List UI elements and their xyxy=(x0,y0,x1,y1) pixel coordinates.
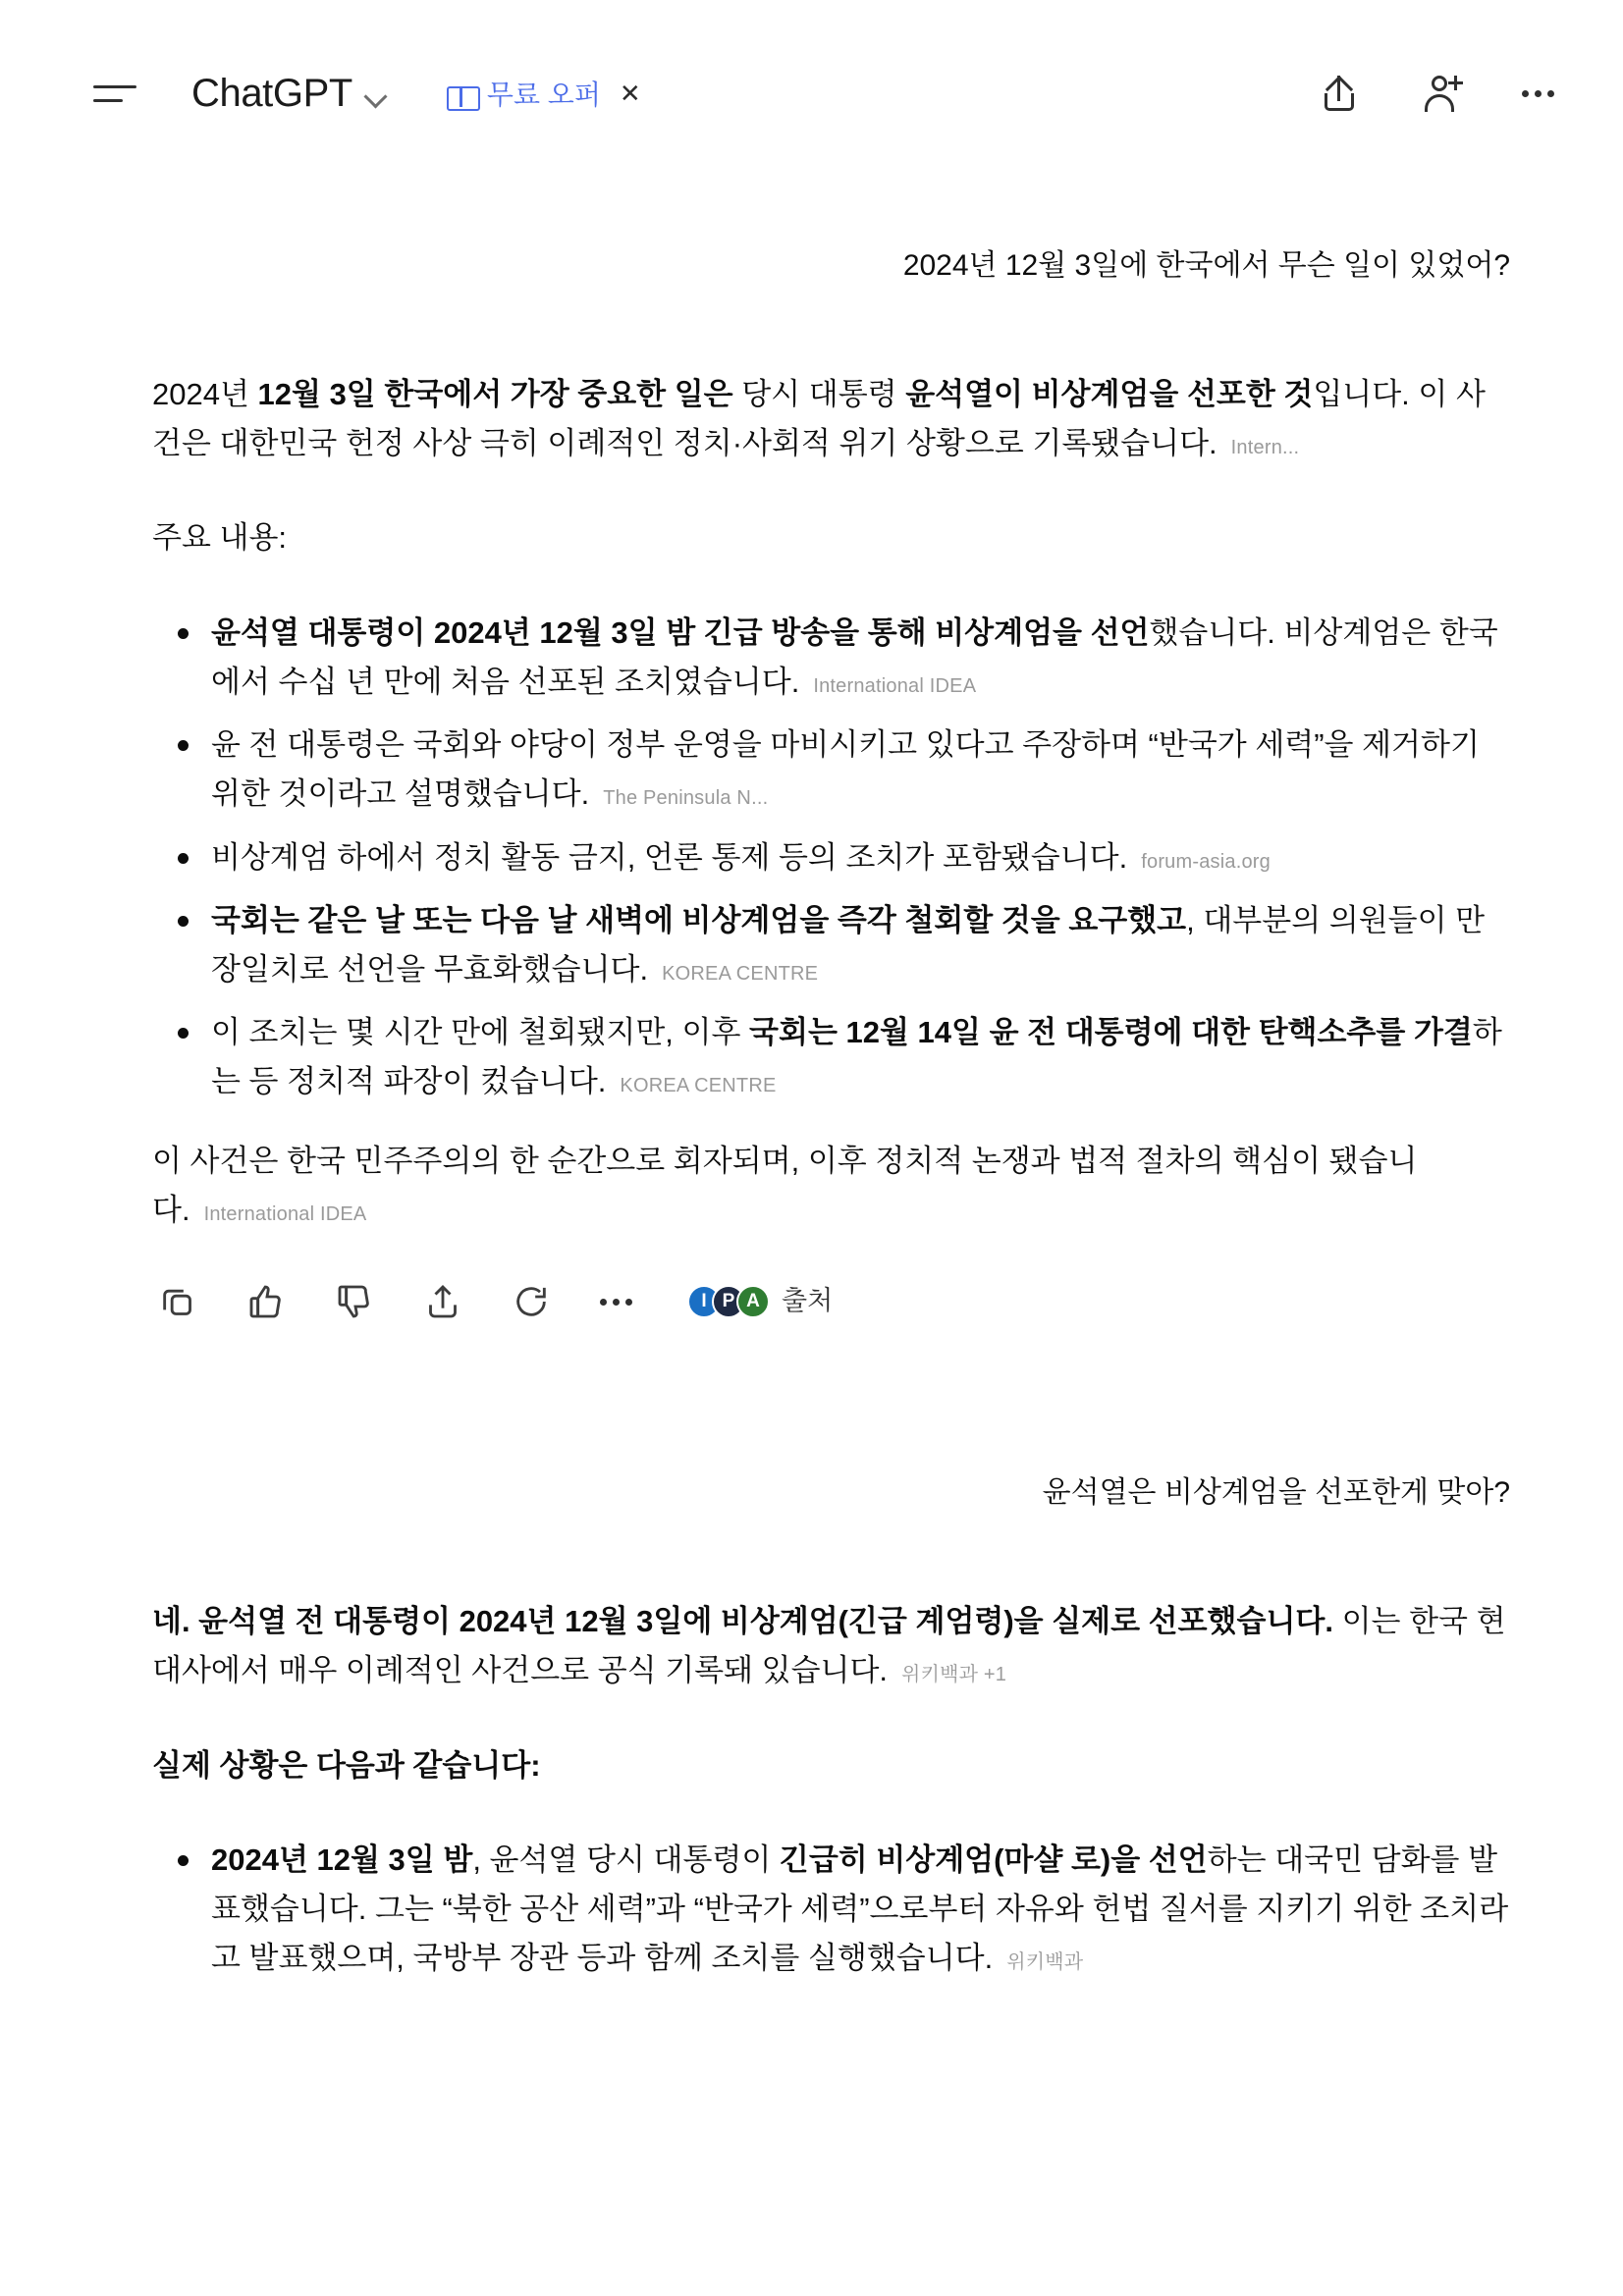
bullet-text: 했습니다. 비상계엄은 한국에서 수십 년 만에 처음 선포된 조치였습니다. xyxy=(211,614,1498,699)
source-chip: I xyxy=(687,1285,721,1318)
person-head xyxy=(1432,76,1447,91)
hamburger-icon[interactable] xyxy=(93,76,138,111)
sources-label: 출처 xyxy=(782,1286,834,1316)
conversation xyxy=(0,243,1623,1983)
citation[interactable]: forum-asia.org xyxy=(1141,850,1271,873)
close-icon[interactable]: ✕ xyxy=(619,78,641,108)
bullet-text: , 윤석열 당시 대통령이 xyxy=(472,1842,780,1877)
bullet-bold-2: 긴급히 비상계엄(마샬 로)을 선언 xyxy=(779,1842,1208,1877)
citation[interactable]: 위키백과 xyxy=(1006,1951,1084,1974)
bullet-text-2: 하는 대국민 담화를 발표했습니다. 그는 “북한 공산 세력”과 “반국가 세력”으로부터 자유와 헌법 질서를 지키기 위한 조치라고 발표했으며, 국방부 장관 등과 함께 조치를 실행했습니다. xyxy=(211,1842,1509,1976)
bullet-bold: 국회는 12월 14일 윤 전 대통령에 대한 탄핵소추를 가결 xyxy=(749,1015,1473,1050)
intro-bold-2: 윤석열이 비상계엄을 선포한 것 xyxy=(905,377,1314,411)
gift-icon xyxy=(447,80,476,107)
intro-text-3: 입니다. 이 사건은 대한민국 헌정 사상 극히 이례적인 정치·사회적 위기 상황으로 기록됐습니다. xyxy=(152,377,1486,461)
top-actions xyxy=(1318,72,1554,115)
section-title xyxy=(152,1741,1512,1790)
more-options-icon[interactable] xyxy=(1522,72,1554,115)
section-title: 주요 내용: xyxy=(152,520,288,556)
brand-selector[interactable] xyxy=(191,72,388,116)
bullet-text: 비상계엄 하에서 정치 활동 금지, 언론 통제 등의 조치가 포함됐습니다. xyxy=(211,839,1128,875)
assistant-intro-paragraph xyxy=(152,1597,1512,1695)
list-item xyxy=(211,833,1512,882)
share-icon[interactable] xyxy=(423,1282,462,1321)
citation[interactable]: KOREA CENTRE xyxy=(662,962,819,985)
assistant-message xyxy=(152,1597,1530,1983)
hamburger-line xyxy=(93,99,123,102)
dot xyxy=(1535,90,1542,97)
dot xyxy=(613,1299,620,1306)
citation[interactable]: Intern... xyxy=(1230,437,1300,459)
source-avatars xyxy=(687,1285,770,1318)
bullet-bold: 2024년 12월 3일 밤 xyxy=(211,1842,473,1877)
list-item xyxy=(211,1836,1512,1984)
bullet-list xyxy=(152,1836,1512,1984)
thumbs-down-icon[interactable] xyxy=(335,1282,374,1321)
list-item xyxy=(211,896,1512,994)
add-person-icon[interactable] xyxy=(1420,72,1463,115)
bullet-list xyxy=(152,609,1512,1107)
bullet-text: 이 조치는 몇 시간 만에 철회됐지만, 이후 xyxy=(211,1015,750,1050)
intro-bold: 네. 윤석열 전 대통령이 2024년 12월 3일에 비상계엄(긴급 계엄령)을 실제로 선포했습니다. xyxy=(152,1604,1333,1639)
free-offer-badge[interactable] xyxy=(447,74,641,113)
source-chip: A xyxy=(736,1285,770,1318)
share-icon-tray xyxy=(1325,93,1354,111)
bullet-bold: 국회는 같은 날 또는 다음 날 새벽에 비상계엄을 즉각 철회할 것을 요구했고 xyxy=(211,902,1187,937)
free-offer-label: 무료 오퍼 xyxy=(486,80,601,110)
dot xyxy=(1522,90,1529,97)
citation[interactable]: 위키백과 +1 xyxy=(901,1664,1007,1686)
sources-button[interactable] xyxy=(687,1280,833,1323)
dot xyxy=(600,1299,607,1306)
bullet-text: , 대부분의 의원들이 만장일치로 선언을 무효화했습니다. xyxy=(211,902,1486,987)
list-item xyxy=(211,609,1512,707)
user-message: 윤석열은 비상계엄을 선포한게 맞아? xyxy=(1042,1476,1510,1510)
message-action-bar xyxy=(152,1280,1512,1323)
top-bar xyxy=(0,0,1623,187)
share-icon[interactable] xyxy=(1318,72,1361,115)
intro-text: 이는 한국 현대사에서 매우 이례적인 사건으로 공식 기록돼 있습니다. xyxy=(152,1604,1506,1688)
list-item xyxy=(211,721,1512,819)
source-chip: P xyxy=(712,1285,745,1318)
intro-text-2: 당시 대통령 xyxy=(732,377,906,411)
citation[interactable]: The Peninsula N... xyxy=(603,787,769,810)
dot xyxy=(625,1299,632,1306)
citation[interactable]: KOREA CENTRE xyxy=(620,1075,777,1097)
assistant-intro-paragraph xyxy=(152,370,1512,468)
citation[interactable]: International IDEA xyxy=(203,1202,367,1225)
hamburger-line xyxy=(93,85,136,88)
more-options-icon[interactable] xyxy=(600,1280,632,1323)
person-body xyxy=(1425,94,1454,112)
bullet-text-2: 하는 등 정치적 파장이 컸습니다. xyxy=(211,1015,1502,1099)
copy-icon[interactable] xyxy=(158,1282,197,1321)
bullet-bold: 윤석열 대통령이 2024년 12월 3일 밤 긴급 방송을 통해 비상계엄을 선언 xyxy=(211,614,1150,650)
closing-paragraph xyxy=(152,1137,1512,1235)
refresh-icon[interactable] xyxy=(512,1282,551,1321)
citation[interactable]: International IDEA xyxy=(813,674,977,697)
bullet-text: 윤 전 대통령은 국회와 야당이 정부 운영을 마비시키고 있다고 주장하며 “반국가 세력”을 제거하기 위한 것이라고 설명했습니다. xyxy=(211,727,1480,812)
user-message: 2024년 12월 3일에 한국에서 무슨 일이 있었어? xyxy=(902,249,1510,282)
chevron-down-icon xyxy=(366,86,388,108)
assistant-message xyxy=(152,370,1530,1323)
intro-text-1: 2024년 xyxy=(152,377,258,411)
closing-text: 이 사건은 한국 민주주의의 한 순간으로 회자되며, 이후 정치적 논쟁과 법적 절차의 핵심이 됐습니다. xyxy=(152,1143,1418,1227)
list-item xyxy=(211,1008,1512,1106)
plus-horizontal xyxy=(1448,81,1463,84)
section-title-text: 실제 상황은 다음과 같습니다: xyxy=(152,1747,541,1783)
dot xyxy=(1547,90,1554,97)
intro-bold-1: 12월 3일 한국에서 가장 중요한 일은 xyxy=(257,377,733,411)
brand-name: ChatGPT xyxy=(191,71,352,115)
thumbs-up-icon[interactable] xyxy=(246,1282,286,1321)
